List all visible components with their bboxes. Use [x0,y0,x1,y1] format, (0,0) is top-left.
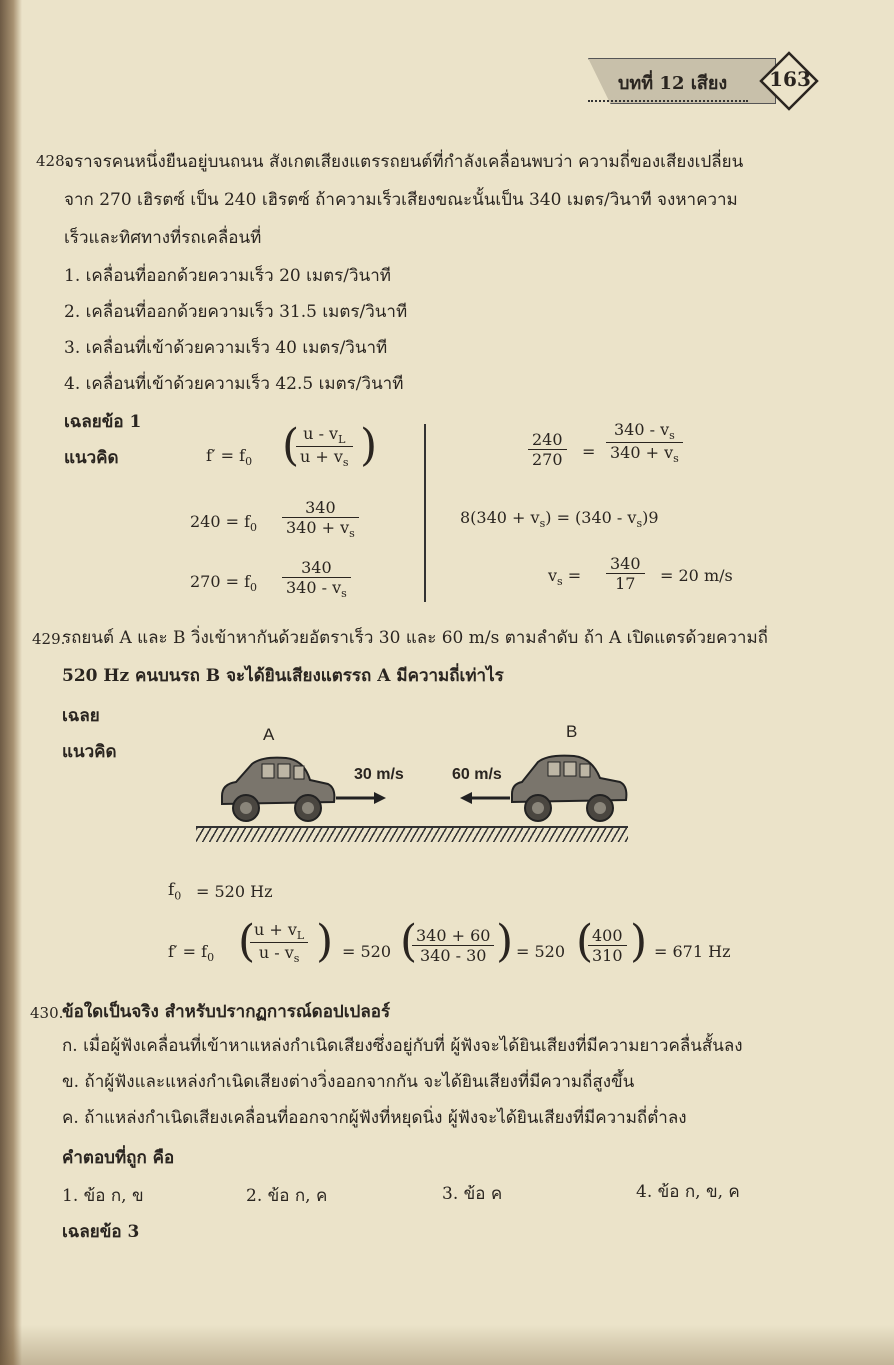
solution-divider [424,424,426,602]
choice: 4. เคลื่อนที่เข้าด้วยความเร็ว 42.5 เมตร/วินาที [64,374,404,394]
choice: 3. ข้อ ค [442,1184,503,1204]
question-line: จาก 270 เฮิรตซ์ เป็น 240 เฮิรตซ์ ถ้าความเร็วเสียงขณะนั้นเป็น 340 เมตร/วินาที จงหาความ [64,190,738,210]
fraction: $\frac{340}{340 - v_s}$ [282,558,351,600]
choice: 1. เคลื่อนที่ออกด้วยความเร็ว 20 เมตร/วินาที [64,266,391,286]
answer-prompt: คำตอบที่ถูก คือ [62,1148,175,1168]
question-number: 429. [32,630,66,648]
question-line: เร็วและทิศทางที่รถเคลื่อนที่ [64,228,262,248]
speed-b-label: 60 m/s [452,766,502,783]
paren-left: ( [238,916,256,967]
paren-right: ) [496,916,514,967]
page-number: 163 [769,67,811,91]
equation-lhs: $f' = f_0$ [168,942,215,965]
fraction: $\frac{340 - v_s}{340 + v_s}$ [606,420,683,465]
choice: 2. เคลื่อนที่ออกด้วยความเร็ว 31.5 เมตร/วินาที [64,302,408,322]
fraction: $\frac{240}{270}$ [528,430,567,469]
car-a-label: A [263,725,275,744]
paren-right: ) [630,916,648,967]
result: = 20 m/s [660,566,733,585]
equation-lhs: $270 = f_0$ [190,572,258,595]
fraction: $\frac{u + v_L}{u - v_s}$ [250,920,308,965]
paren-left: ( [576,916,594,967]
car-b-label: B [566,722,578,741]
equation-mid: = 520 [516,942,566,961]
fraction: $\frac{340}{17}$ [606,554,645,593]
choice: 3. เคลื่อนที่เข้าด้วยความเร็ว 40 เมตร/วินาที [64,338,388,358]
fraction: $\frac{340 + 60}{340 - 30}$ [412,926,494,965]
car-a-icon [216,754,340,826]
arrow-left-icon [458,790,512,806]
question-line: จราจรคนหนึ่งยืนอยู่บนถนน สังเกตเสียงแตรรถยนต์ที่กำลังเคลื่อนพบว่า ความถี่ของเสียงเปลี่ยน [64,152,744,172]
paren-left: ( [400,916,418,967]
question-stem: ข้อใดเป็นจริง สำหรับปรากฏการณ์ดอปเปลอร์ [62,1002,391,1022]
result: = 671 Hz [654,942,731,961]
answer-label: เฉลยข้อ 3 [62,1222,140,1242]
paren-right: ) [360,420,378,471]
f0-label: $f_0$ [168,880,182,903]
answer-label: เฉลยข้อ 1 [64,412,142,432]
equation-mid: = 520 [342,942,392,961]
method-label: แนวคิด [64,448,119,468]
car-b-icon [508,750,632,826]
fraction: $\frac{400}{310}$ [588,926,627,965]
question-number: 428. [36,152,70,170]
road-ground [196,826,628,842]
arrow-right-icon [334,790,388,806]
equation-lhs: $v_s$ = [548,566,582,589]
statement: ข. ถ้าผู้ฟังและแหล่งกำเนิดเสียงต่างวิ่งออกจากกัน จะได้ยินเสียงที่มีความถี่สูงขึ้น [62,1072,635,1092]
statement: ค. ถ้าแหล่งกำเนิดเสียงเคลื่อนที่ออกจากผู้ฟังที่หยุดนิ่ง ผู้ฟังจะได้ยินเสียงที่มีความถี่ต่ำลง [62,1108,687,1128]
question-number: 430. [30,1004,64,1022]
question-line: 520 Hz คนบนรถ B จะได้ยินเสียงแตรรถ A มีความถี่เท่าไร [62,666,504,686]
paren-left: ( [282,420,300,471]
method-label: แนวคิด [62,742,117,762]
equation-line: $8(340 + v_s) = (340 - v_s)9$ [460,508,659,531]
speed-a-label: 30 m/s [354,766,404,783]
book-spine-shadow [0,0,22,1365]
paren-right: ) [316,916,334,967]
choice: 1. ข้อ ก, ข [62,1186,144,1206]
page-bottom-shadow [0,1325,894,1365]
choice: 2. ข้อ ก, ค [246,1186,328,1206]
answer-label: เฉลย [62,706,100,726]
equation-lhs: $f' = f_0$ [206,446,253,469]
question-line: รถยนต์ A และ B วิ่งเข้าหากันด้วยอัตราเร็ว 30 และ 60 m/s ตามลำดับ ถ้า A เปิดแตรด้วยความถี่ [62,628,768,648]
f0-value: = 520 Hz [196,882,273,901]
equation-lhs: $240 = f_0$ [190,512,258,535]
fraction: $\frac{u - v_L}{u + v_s}$ [296,424,353,469]
equals-sign: = [582,442,596,461]
header-dotted-line [588,100,748,102]
choice: 4. ข้อ ก, ข, ค [636,1182,740,1202]
fraction: $\frac{340}{340 + v_s}$ [282,498,359,540]
statement: ก. เมื่อผู้ฟังเคลื่อนที่เข้าหาแหล่งกำเนิดเสียงซึ่งอยู่กับที่ ผู้ฟังจะได้ยินเสียงที่มีความยาวคลื่นสั้นลง [62,1036,743,1056]
chapter-title: บทที่ 12 เสียง [618,73,728,94]
